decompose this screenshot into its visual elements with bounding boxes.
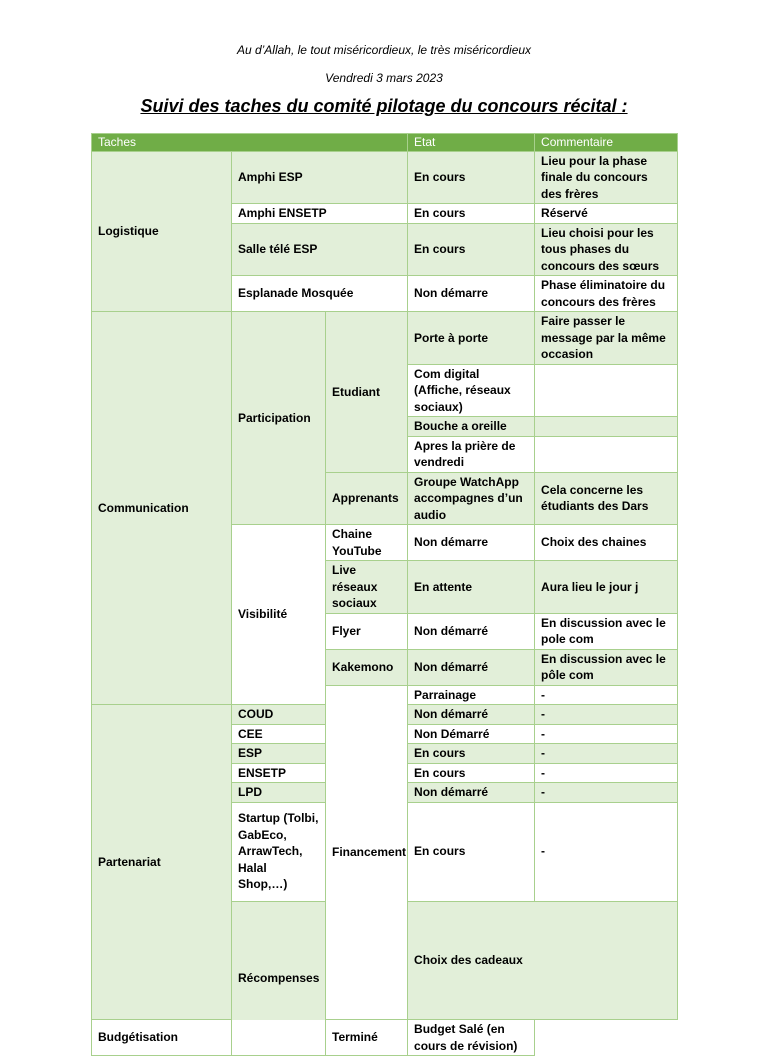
comment-cell	[535, 364, 678, 417]
comment-cell: En discussion avec le pole com	[535, 613, 678, 649]
header-etat: Etat	[408, 134, 535, 152]
task-cell: Salle télé ESP	[232, 223, 408, 276]
comment-cell: -	[535, 724, 678, 744]
status-cell: En cours	[408, 763, 535, 783]
task-tracking-table	[91, 133, 678, 1056]
status-cell: En cours	[408, 223, 535, 276]
sub-participation: Participation	[232, 312, 326, 525]
table-row	[92, 151, 678, 204]
group-financement: Financement	[326, 685, 408, 1020]
task-cell: LPD	[232, 783, 326, 803]
status-cell: En attente	[408, 561, 535, 614]
comment-cell: -	[535, 802, 678, 901]
task-cell: Choix des cadeaux	[408, 901, 678, 1020]
date-line: Vendredi 3 mars 2023	[325, 71, 443, 85]
sub-etudiant: Etudiant	[326, 312, 408, 473]
group-communication: Communication	[92, 312, 232, 705]
group-logistique: Logistique	[92, 151, 232, 312]
invocation-line: Au d’Allah, le tout miséricordieux, le très miséricordieux	[236, 43, 532, 57]
task-cell: COUD	[232, 705, 326, 725]
task-cell: CEE	[232, 724, 326, 744]
status-cell: En cours	[408, 802, 535, 901]
comment-cell: Cela concerne les étudiants des Dars	[535, 472, 678, 525]
task-cell: Chaine YouTube	[326, 525, 408, 561]
comment-cell: Choix des chaines	[535, 525, 678, 561]
task-cell: Bouche a oreille	[408, 417, 535, 437]
status-cell: Non démarré	[408, 613, 535, 649]
status-cell: Non démarré	[408, 649, 535, 685]
task-cell: ESP	[232, 744, 326, 764]
comment-cell: -	[535, 763, 678, 783]
comment-cell: -	[535, 744, 678, 764]
sub-cell: -	[535, 685, 678, 705]
task-cell: Flyer	[326, 613, 408, 649]
status-cell: Non démarre	[408, 525, 535, 561]
header-commentaire: Commentaire	[535, 134, 678, 152]
status-cell: En cours	[408, 204, 535, 224]
task-cell: Apres la prière de vendredi	[408, 436, 535, 472]
task-cell: Porte à porte	[408, 312, 535, 365]
comment-cell: Lieu choisi pour les tous phases du concours des sœurs	[535, 223, 678, 276]
task-cell: Amphi ENSETP	[232, 204, 408, 224]
comment-cell: Lieu pour la phase finale du concours des frères	[535, 151, 678, 204]
task-cell: Com digital (Affiche, réseaux sociaux)	[408, 364, 535, 417]
task-cell: Amphi ESP	[232, 151, 408, 204]
table-row	[92, 1020, 678, 1056]
status-cell: Non démarré	[408, 705, 535, 725]
status-cell: Terminé	[326, 1020, 408, 1056]
group-recompenses: Récompenses	[232, 901, 326, 1056]
page-title: Suivi des taches du comité pilotage du concours récital :	[140, 96, 628, 116]
status-cell: Non démarre	[408, 276, 535, 312]
task-cell: Budgétisation	[92, 1020, 326, 1056]
status-cell: Non démarré	[408, 783, 535, 803]
task-cell: Esplanade Mosquée	[232, 276, 408, 312]
comment-cell	[535, 436, 678, 472]
comment-cell: Phase éliminatoire du concours des frères	[535, 276, 678, 312]
task-cell: Parrainage	[408, 685, 535, 705]
task-cell: Kakemono	[326, 649, 408, 685]
task-cell: Startup (Tolbi, GabEco, ArrawTech, Halal Shop,…)	[232, 802, 326, 901]
sub-partenariat: Partenariat	[92, 705, 232, 1020]
comment-cell	[535, 417, 678, 437]
sub-visibilite: Visibilité	[232, 525, 326, 705]
comment-cell: En discussion avec le pôle com	[535, 649, 678, 685]
status-cell: En cours	[408, 744, 535, 764]
comment-cell: Aura lieu le jour j	[535, 561, 678, 614]
comment-cell: -	[535, 783, 678, 803]
task-cell: ENSETP	[232, 763, 326, 783]
comment-cell: -	[535, 705, 678, 725]
comment-cell: Budget Salé (en cours de révision)	[408, 1020, 535, 1056]
comment-cell: Faire passer le message par la même occasion	[535, 312, 678, 365]
comment-cell: Réservé	[535, 204, 678, 224]
header-taches: Taches	[92, 134, 408, 152]
task-cell: Groupe WatchApp accompagnes d’un audio	[408, 472, 535, 525]
task-cell: Live réseaux sociaux	[326, 561, 408, 614]
status-cell: Non Démarré	[408, 724, 535, 744]
sub-apprenants: Apprenants	[326, 472, 408, 525]
status-cell: En cours	[408, 151, 535, 204]
table-row	[92, 312, 678, 365]
table-header-row	[92, 134, 678, 152]
